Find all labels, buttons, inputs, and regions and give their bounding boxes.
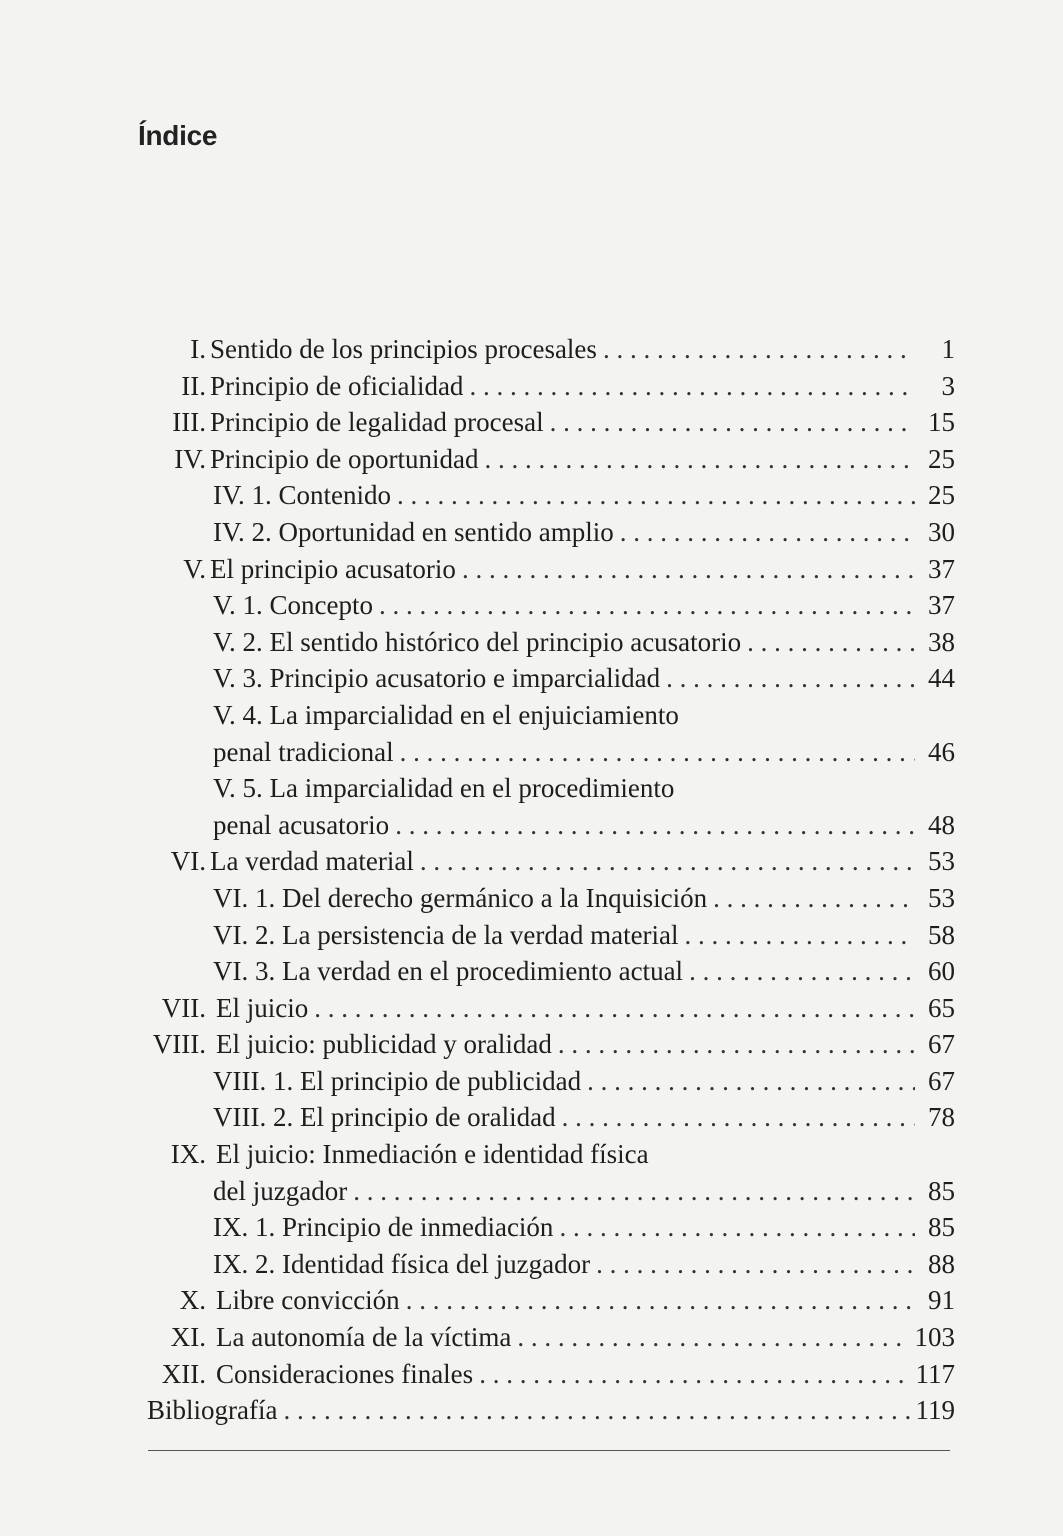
toc-entry-body xyxy=(213,697,955,734)
toc-entry-body xyxy=(210,331,955,368)
toc-entry-page-number: 78 xyxy=(928,1102,955,1133)
toc-entry-body xyxy=(213,1099,955,1136)
toc-entry-page-number: 53 xyxy=(928,882,955,913)
dot-leader xyxy=(314,990,915,1027)
toc-entry-title: V. 5. La imparcialidad en el procedimiento xyxy=(213,773,675,804)
footer-rule xyxy=(148,1450,950,1451)
toc-entry-body xyxy=(213,734,955,771)
toc-entry-title: VIII. 1. El principio de publicidad xyxy=(213,1065,582,1096)
toc-entry-page-number: 25 xyxy=(928,443,955,474)
toc-entry-body xyxy=(213,1173,955,1210)
dot-leader xyxy=(587,1063,915,1100)
toc-entry-number: II. xyxy=(181,370,206,401)
toc-entry-body xyxy=(147,1392,955,1429)
dot-leader xyxy=(685,917,915,954)
toc-entry[interactable] xyxy=(140,1063,955,1100)
toc-entry-body xyxy=(213,1246,955,1283)
toc-entry-body xyxy=(216,1319,955,1356)
toc-entry-number: I. xyxy=(190,334,206,364)
toc-entry[interactable] xyxy=(140,1356,955,1393)
toc-entry[interactable] xyxy=(140,953,955,990)
toc-entry-title: VI. 3. La verdad en el procedimiento actual xyxy=(213,956,684,987)
toc-entry-body xyxy=(213,514,955,551)
toc-entry[interactable] xyxy=(140,990,955,1027)
toc-entry-title: IX. 1. Principio de inmediación xyxy=(213,1212,554,1243)
toc-entry-page-number: 38 xyxy=(928,626,955,657)
toc-entry[interactable] xyxy=(140,1099,955,1136)
toc-entry-title: penal tradicional xyxy=(213,736,394,767)
dot-leader xyxy=(462,551,915,588)
dot-leader xyxy=(689,953,915,990)
toc-entry-title: IV. 1. Contenido xyxy=(213,480,392,511)
toc-entry[interactable] xyxy=(140,404,955,441)
toc-entry-title: La autonomía de la víctima xyxy=(216,1322,512,1353)
toc-entry-title: Principio de oficialidad xyxy=(210,370,464,401)
dot-leader xyxy=(395,807,915,844)
dot-leader xyxy=(747,624,915,661)
toc-entry-title: del juzgador xyxy=(213,1175,348,1206)
page-title: Índice xyxy=(138,120,218,151)
toc-entry-page-number: 1 xyxy=(941,334,955,364)
toc-entry-page-number: 30 xyxy=(928,516,955,547)
dot-leader xyxy=(469,368,915,405)
table-of-contents xyxy=(140,331,955,1429)
dot-leader xyxy=(620,514,915,551)
toc-entry-title: Principio de oportunidad xyxy=(210,443,479,474)
toc-entry-body xyxy=(216,990,955,1027)
toc-entry-title: IX. 2. Identidad física del juzgador xyxy=(213,1248,591,1279)
toc-entry-page-number: 37 xyxy=(928,590,955,621)
toc-entry-page-number: 53 xyxy=(928,846,955,877)
toc-entry-page-number: 67 xyxy=(928,1065,955,1096)
toc-entry-body xyxy=(213,807,955,844)
toc-entry-page-number: 60 xyxy=(928,956,955,987)
toc-entry[interactable] xyxy=(140,917,955,954)
toc-entry[interactable] xyxy=(140,1173,955,1210)
toc-entry-page-number: 37 xyxy=(928,553,955,584)
toc-entry-body xyxy=(213,624,955,661)
toc-entry-body xyxy=(213,587,955,624)
toc-entry[interactable] xyxy=(140,807,955,844)
toc-entry-body xyxy=(213,917,955,954)
toc-entry-page-number: 91 xyxy=(928,1285,955,1316)
dot-leader xyxy=(562,1099,915,1136)
toc-entry[interactable] xyxy=(140,843,955,880)
dot-leader xyxy=(558,1026,915,1063)
dot-leader xyxy=(603,331,915,368)
toc-entry-title: V. 3. Principio acusatorio e imparcialidad xyxy=(213,663,661,694)
toc-entry-title: Consideraciones finales xyxy=(216,1358,474,1389)
toc-entry-title: La verdad material xyxy=(210,846,414,877)
toc-entry-page-number: 65 xyxy=(928,992,955,1023)
toc-entry[interactable] xyxy=(140,1026,955,1063)
dot-leader xyxy=(484,441,915,478)
toc-entry[interactable] xyxy=(140,477,955,514)
toc-entry-page-number: 85 xyxy=(928,1212,955,1243)
toc-entry-page-number: 103 xyxy=(914,1322,955,1353)
toc-entry-page-number: 25 xyxy=(928,480,955,511)
toc-entry-page-number: 48 xyxy=(928,809,955,840)
toc-entry-body xyxy=(210,368,955,405)
toc-entry[interactable] xyxy=(140,697,955,734)
dot-leader xyxy=(666,660,915,697)
toc-entry[interactable] xyxy=(140,551,955,588)
dot-leader xyxy=(559,1209,915,1246)
toc-entry-page-number: 85 xyxy=(928,1175,955,1206)
toc-entry-body xyxy=(213,1063,955,1100)
toc-entry-title: VI. 1. Del derecho germánico a la Inquisición xyxy=(213,882,708,913)
toc-entry[interactable] xyxy=(140,624,955,661)
toc-entry[interactable] xyxy=(140,770,955,807)
dot-leader xyxy=(479,1356,909,1393)
toc-entry-title: Sentido de los principios procesales xyxy=(210,334,597,364)
toc-entry[interactable] xyxy=(140,331,955,368)
toc-entry[interactable] xyxy=(140,1282,955,1319)
toc-entry-page-number: 117 xyxy=(915,1358,955,1389)
toc-entry-body xyxy=(213,477,955,514)
toc-entry[interactable] xyxy=(140,660,955,697)
toc-entry-page-number: 15 xyxy=(928,407,955,438)
toc-entry[interactable] xyxy=(140,1392,955,1429)
toc-entry[interactable] xyxy=(140,734,955,771)
toc-entry-title: El principio acusatorio xyxy=(210,553,456,584)
toc-entry-number: X. xyxy=(179,1285,206,1316)
toc-entry-body xyxy=(210,551,955,588)
toc-entry[interactable] xyxy=(140,1319,955,1356)
toc-entry-body xyxy=(216,1136,955,1173)
toc-entry[interactable] xyxy=(140,1136,955,1173)
dot-leader xyxy=(550,404,915,441)
dot-leader xyxy=(397,477,915,514)
toc-entry-title: V. 1. Concepto xyxy=(213,590,373,621)
dot-leader xyxy=(353,1173,915,1210)
toc-entry-page-number: 3 xyxy=(941,370,955,401)
toc-entry-title: Libre convicción xyxy=(216,1285,400,1316)
toc-entry-number: V. xyxy=(183,553,206,584)
toc-entry-body xyxy=(213,770,955,807)
toc-entry[interactable] xyxy=(140,1209,955,1246)
toc-entry-body xyxy=(213,953,955,990)
dot-leader xyxy=(379,587,915,624)
toc-entry-page-number: 58 xyxy=(928,919,955,950)
toc-entry-body xyxy=(213,1209,955,1246)
toc-entry[interactable] xyxy=(140,880,955,917)
toc-entry-number: XI. xyxy=(170,1322,206,1353)
toc-entry-title: Bibliografía xyxy=(147,1395,278,1426)
toc-entry[interactable] xyxy=(140,587,955,624)
toc-entry-body xyxy=(216,1026,955,1063)
toc-entry[interactable] xyxy=(140,514,955,551)
toc-entry-title: VIII. 2. El principio de oralidad xyxy=(213,1102,556,1133)
dot-leader xyxy=(420,843,915,880)
dot-leader xyxy=(596,1246,915,1283)
toc-entry-number: VIII. xyxy=(152,1029,206,1060)
dot-leader xyxy=(713,880,915,917)
dot-leader xyxy=(283,1392,909,1429)
toc-entry-title: V. 4. La imparcialidad en el enjuiciamiento xyxy=(213,699,679,730)
toc-entry-body xyxy=(210,404,955,441)
toc-entry-body xyxy=(216,1356,955,1393)
toc-entry-body xyxy=(210,843,955,880)
toc-entry-title: Principio de legalidad procesal xyxy=(210,407,544,438)
toc-entry-number: III. xyxy=(172,407,206,438)
toc-entry-number: VI. xyxy=(170,846,206,877)
toc-entry-number: IV. xyxy=(174,443,206,474)
toc-entry-title: El juicio: Inmediación e identidad física xyxy=(216,1139,649,1170)
toc-entry-body xyxy=(213,660,955,697)
toc-entry-number: VII. xyxy=(161,992,206,1023)
dot-leader xyxy=(517,1319,908,1356)
toc-entry[interactable] xyxy=(140,368,955,405)
toc-entry-title: IV. 2. Oportunidad en sentido amplio xyxy=(213,516,614,547)
toc-entry-page-number: 119 xyxy=(915,1395,955,1426)
toc-entry-number: XII. xyxy=(161,1358,206,1389)
toc-entry-body xyxy=(210,441,955,478)
toc-entry-body xyxy=(216,1282,955,1319)
toc-entry-title: penal acusatorio xyxy=(213,809,390,840)
toc-entry-page-number: 67 xyxy=(928,1029,955,1060)
toc-entry-title: VI. 2. La persistencia de la verdad material xyxy=(213,919,679,950)
toc-entry[interactable] xyxy=(140,1246,955,1283)
dot-leader xyxy=(400,734,915,771)
toc-entry-title: El juicio xyxy=(216,992,309,1023)
toc-entry-page-number: 88 xyxy=(928,1248,955,1279)
toc-entry-title: V. 2. El sentido histórico del principio acusatorio xyxy=(213,626,742,657)
dot-leader xyxy=(406,1282,915,1319)
toc-entry-title: El juicio: publicidad y oralidad xyxy=(216,1029,552,1060)
toc-entry[interactable] xyxy=(140,441,955,478)
toc-entry-body xyxy=(213,880,955,917)
toc-entry-number: IX. xyxy=(170,1139,206,1170)
toc-entry-page-number: 46 xyxy=(928,736,955,767)
toc-entry-page-number: 44 xyxy=(928,663,955,694)
